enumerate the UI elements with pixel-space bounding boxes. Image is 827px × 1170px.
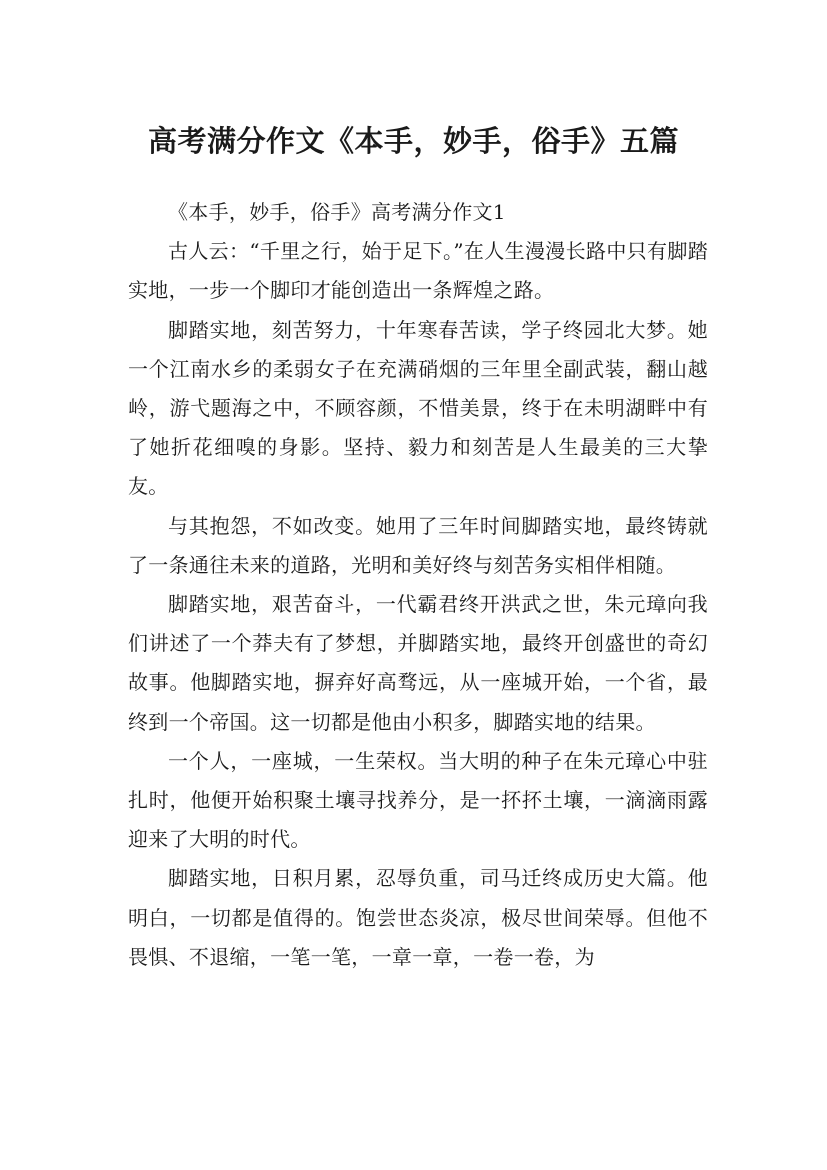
document-title: 高考满分作文《本手，妙手，俗手》五篇 bbox=[147, 124, 679, 159]
essay-subheading: 《本手，妙手，俗手》高考满分作文1 bbox=[168, 200, 506, 224]
paragraph: 古人云：“千里之行，始于足下。”在人生漫漫长路中只有脚踏实地，一步一个脚印才能创造出一条辉煌之路。 bbox=[128, 239, 708, 303]
paragraph: 脚踏实地，日积月累，忍辱负重，司马迁终成历史大篇。他明白，一切都是值得的。饱尝世态炎凉，极尽世间荣辱。但他不畏惧、不退缩，一笔一笔，一章一章，一卷一卷，为 bbox=[128, 866, 708, 969]
paragraph: 一个人，一座城，一生荣权。当大明的种子在朱元璋心中驻扎时，他便开始积聚土壤寻找养分，是一抔抔土壤，一滴滴雨露迎来了大明的时代。 bbox=[128, 748, 708, 852]
paragraph: 脚踏实地，艰苦奋斗，一代霸君终开洪武之世，朱元璋向我们讲述了一个莽夫有了梦想，并脚踏实地，最终开创盛世的奇幻故事。他脚踏实地，摒弃好高骛远，从一座城开始，一个省，最终到一个帝国。这一切都是他由小积多，脚踏实地的结果。 bbox=[128, 592, 708, 734]
paragraph: 与其抱怨，不如改变。她用了三年时间脚踏实地，最终铸就了一条通往未来的道路，光明和美好终与刻苦务实相伴相随。 bbox=[128, 513, 708, 577]
paragraph: 脚踏实地，刻苦努力，十年寒春苦读，学子终园北大梦。她一个江南水乡的柔弱女子在充满硝烟的三年里全副武装，翻山越岭，游弋题海之中，不顾容颜，不惜美景，终于在未明湖畔中有了她折花细嗅的身影。坚持、毅力和刻苦是人生最美的三大挚友。 bbox=[128, 317, 708, 499]
document-body bbox=[128, 193, 708, 977]
